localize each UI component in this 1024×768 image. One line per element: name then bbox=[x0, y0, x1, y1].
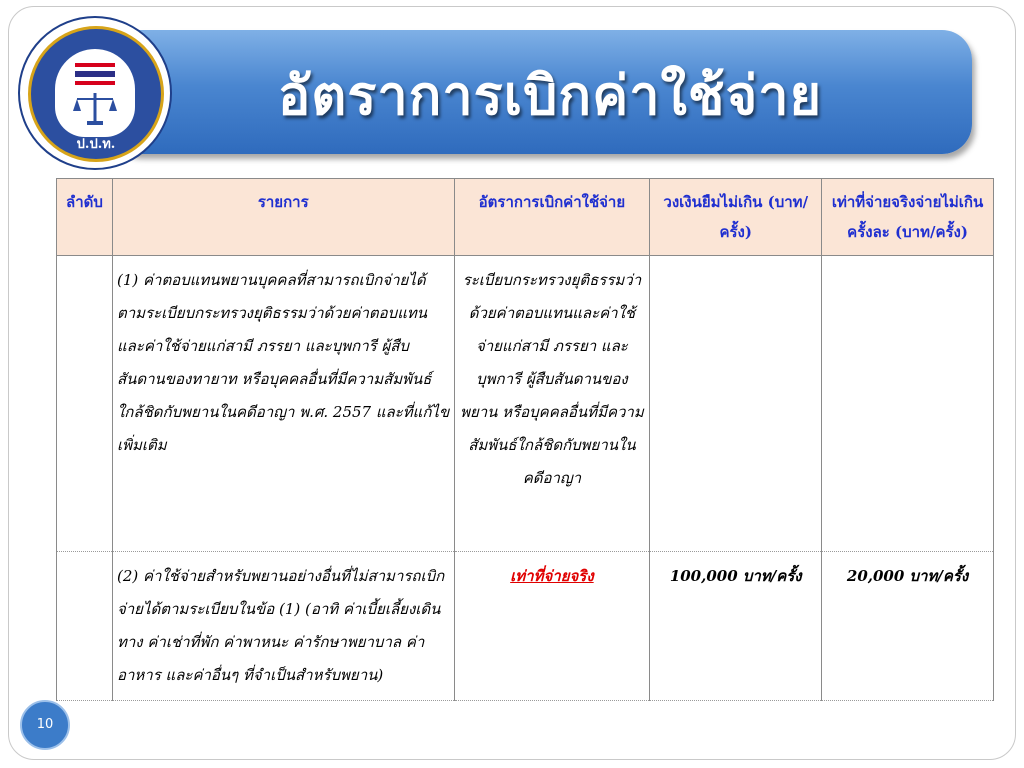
row-1-rate: ระเบียบกระทรวงยุติธรรมว่าด้วยค่าตอบแทนและค่าใช้จ่ายแก่สามี ภรรยา และบุพการี ผู้สืบสันดานของพยาน หรือบุคคลอื่นที่มีความสัมพันธ์ใกล้ชิดกับพยานในคดีอาญา bbox=[454, 256, 650, 552]
header-loan-limit: วงเงินยืมไม่เกิน (บาท/ครั้ง) bbox=[650, 179, 822, 256]
row-2-rate bbox=[454, 552, 650, 701]
row-2-loan-limit: 100,000 บาท/ครั้ง bbox=[650, 552, 822, 701]
expense-rate-table bbox=[56, 178, 994, 701]
page-title: อัตราการเบิกค่าใช้จ่าย bbox=[277, 63, 823, 127]
actual-payment-link[interactable]: เท่าที่จ่ายจริง bbox=[510, 567, 594, 585]
row-1-loan-limit bbox=[650, 256, 822, 552]
logo-seal bbox=[28, 26, 164, 162]
table-header-row bbox=[57, 179, 994, 256]
header-rate: อัตราการเบิกค่าใช้จ่าย bbox=[454, 179, 650, 256]
row-1-no bbox=[57, 256, 113, 552]
row-1-item: (1) ค่าตอบแทนพยานบุคคลที่สามารถเบิกจ่ายได้ตามระเบียบกระทรวงยุติธรรมว่าด้วยค่าตอบแทนและค่าใช้จ่ายแก่สามี ภรรยา และบุพการี ผู้สืบสันดานของทายาท หรือบุคคลอื่นที่มีความสัมพันธ์ใกล้ชิดกับพยานในคดีอาญา พ.ศ. 2557 และที่แก้ไขเพิ่มเติม bbox=[112, 256, 454, 552]
row-2-no bbox=[57, 552, 113, 701]
page-number-badge: 10 bbox=[20, 700, 70, 750]
header-no: ลำดับ bbox=[57, 179, 113, 256]
scales-of-justice-icon bbox=[71, 91, 119, 127]
agency-logo bbox=[18, 16, 172, 170]
header-actual-limit: เท่าที่จ่ายจริงจ่ายไม่เกินครั้งละ (บาท/ครั้ง) bbox=[822, 179, 994, 256]
row-2-item: (2) ค่าใช้จ่ายสำหรับพยานอย่างอื่นที่ไม่สามารถเบิกจ่ายได้ตามระเบียบในข้อ (1) (อาทิ ค่าเบี้ยเลี้ยงเดินทาง ค่าเช่าที่พัก ค่าพาหนะ ค่ารักษาพยาบาล ค่าอาหาร และค่าอื่นๆ ที่จำเป็นสำหรับพยาน) bbox=[112, 552, 454, 701]
row-1-actual-limit bbox=[822, 256, 994, 552]
thai-flag-icon bbox=[75, 63, 115, 85]
row-2-actual-limit: 20,000 บาท/ครั้ง bbox=[822, 552, 994, 701]
table-row bbox=[57, 256, 994, 552]
logo-text: ป.ป.ท. bbox=[76, 137, 116, 152]
header-item: รายการ bbox=[112, 179, 454, 256]
table-row bbox=[57, 552, 994, 701]
